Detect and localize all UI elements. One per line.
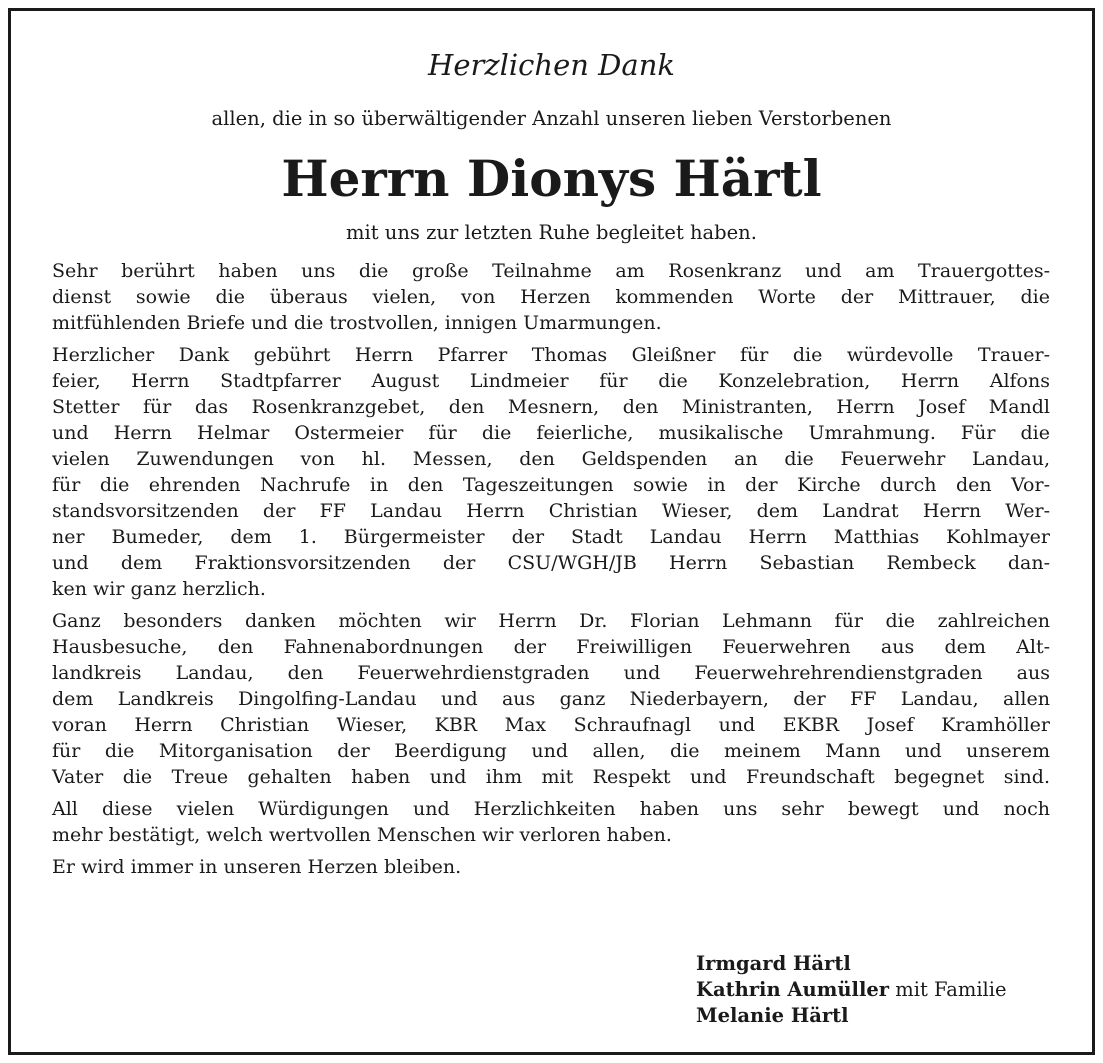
text-line: landkreis Landau, den Feuerwehrdienstgraden und Feuerwehrehrendienstgraden aus	[52, 662, 1050, 684]
obituary-notice	[8, 8, 1095, 1055]
paragraph	[52, 342, 1050, 602]
text-line: Hausbesuche, den Fahnenabordnungen der Freiwilligen Feuerwehren aus dem Alt-	[52, 636, 1050, 658]
text-line: Vater die Treue gehalten haben und ihm mit Respekt und Freundschaft begegnet sind.	[52, 766, 1050, 788]
text-line: Ganz besonders danken möchten wir Herrn Dr. Florian Lehmann für die zahlreichen	[52, 610, 1050, 632]
text-line: und Herrn Helmar Ostermeier für die feierliche, musikalische Umrahmung. Für die	[52, 422, 1050, 444]
thanks-body	[52, 258, 1050, 886]
text-line: Herzlicher Dank gebührt Herrn Pfarrer Thomas Gleißner für die würdevolle Trauer-	[52, 344, 1050, 366]
intro-line: allen, die in so überwältigender Anzahl unseren lieben Verstorbenen	[211, 107, 892, 130]
notice-heading: Herzlichen Dank	[428, 48, 675, 82]
signature-line	[696, 951, 1007, 977]
text-line: ner Bumeder, dem 1. Bürgermeister der Stadt Landau Herrn Matthias Kohlmayer	[52, 526, 1050, 548]
signer-name: Kathrin Aumüller	[696, 978, 890, 1001]
deceased-name: Herrn Dionys Härtl	[281, 149, 822, 208]
text-line: vielen Zuwendungen von hl. Messen, den Geldspenden an die Feuerwehr Landau,	[52, 448, 1050, 470]
signature-line	[696, 977, 1007, 1003]
signer-name: Melanie Härtl	[696, 1004, 849, 1027]
signer-suffix: mit Familie	[889, 978, 1007, 1001]
paragraph	[52, 258, 1050, 336]
text-line: für die ehrenden Nachrufe in den Tageszeitungen sowie in der Kirche durch den Vor-	[52, 474, 1050, 496]
text-line: für die Mitorganisation der Beerdigung und allen, die meinem Mann und unserem	[52, 740, 1050, 762]
text-line: Sehr berührt haben uns die große Teilnahme am Rosenkranz und am Trauergottes-	[52, 260, 1050, 282]
text-line: dem Landkreis Dingolfing-Landau und aus ganz Niederbayern, der FF Landau, allen	[52, 688, 1050, 710]
paragraph	[52, 796, 1050, 848]
signature-block	[696, 951, 1007, 1029]
text-line: mitfühlenden Briefe und die trostvollen, innigen Umarmungen.	[52, 312, 662, 334]
text-line: dienst sowie die überaus vielen, von Herzen kommenden Worte der Mittrauer, die	[52, 286, 1050, 308]
text-line: voran Herrn Christian Wieser, KBR Max Schraufnagl und EKBR Josef Kramhöller	[52, 714, 1050, 736]
signer-name: Irmgard Härtl	[696, 952, 851, 975]
text-line: Stetter für das Rosenkranzgebet, den Mesnern, den Ministranten, Herrn Josef Mandl	[52, 396, 1050, 418]
text-line: und dem Fraktionsvorsitzenden der CSU/WGH/JB Herrn Sebastian Rembeck dan-	[52, 552, 1050, 574]
text-line: ken wir ganz herzlich.	[52, 578, 266, 600]
text-line: standsvorsitzenden der FF Landau Herrn Christian Wieser, dem Landrat Herrn Wer-	[52, 500, 1050, 522]
text-line: All diese vielen Würdigungen und Herzlichkeiten haben uns sehr bewegt und noch	[52, 798, 1050, 820]
paragraph	[52, 608, 1050, 790]
signature-line	[696, 1003, 1007, 1029]
text-line: Er wird immer in unseren Herzen bleiben.	[52, 856, 462, 878]
outro-line: mit uns zur letzten Ruhe begleitet haben.	[346, 221, 757, 244]
paragraph	[52, 854, 1050, 880]
text-line: feier, Herrn Stadtpfarrer August Lindmeier für die Konzelebration, Herrn Alfons	[52, 370, 1050, 392]
text-line: mehr bestätigt, welch wertvollen Menschen wir verloren haben.	[52, 824, 672, 846]
